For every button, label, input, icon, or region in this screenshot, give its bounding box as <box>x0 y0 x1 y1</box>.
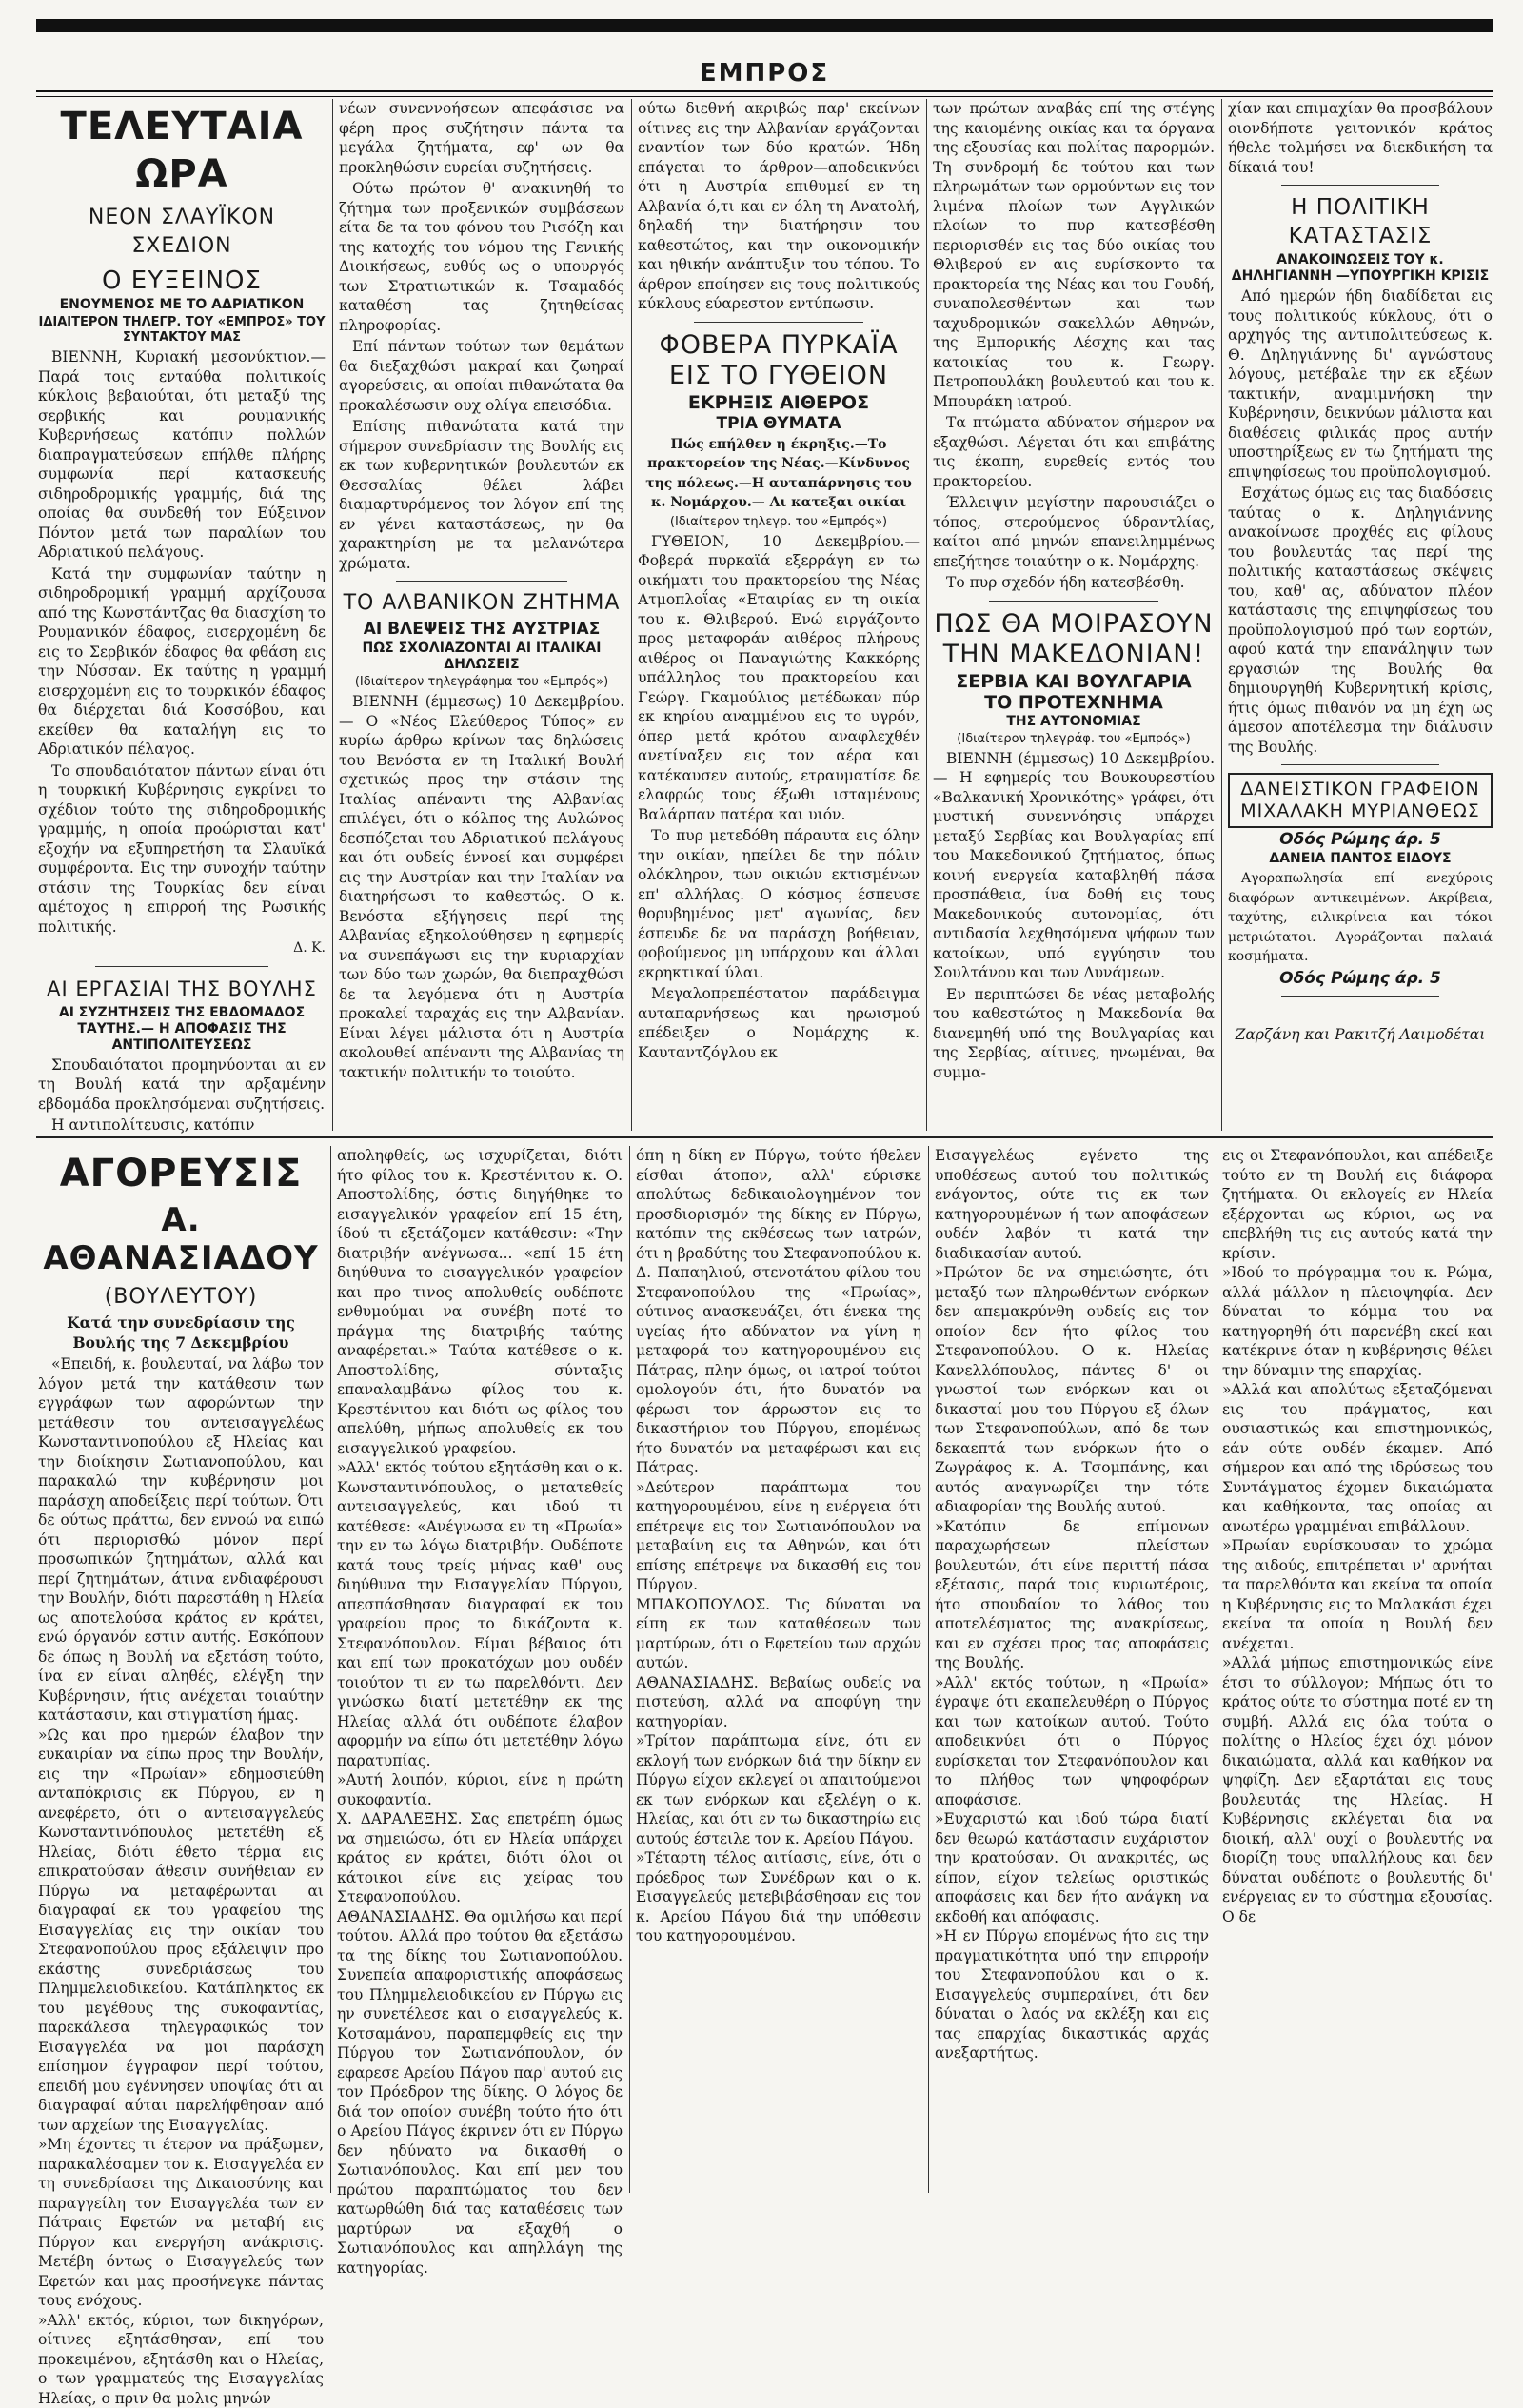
column-rule <box>926 99 927 1131</box>
article-paragraph: Τα πτώματα αδύνατον σήμερον να εξαχθώσι. Λέγεται ότι και επιβάτης τις έκαπη, ευρεθείς εντός του πρακτορείου. <box>933 414 1215 490</box>
lower-column-5 <box>1222 1146 1493 2193</box>
subhead-ether-explosion: ΕΚΡΗΞΙΣ ΑΙΘΕΡΟΣ <box>687 391 870 413</box>
article-paragraph: Από ημερών ήδη διαδίδεται εις τους πολιτικούς κύκλους, ότι ο αρχηγός της αντιπολιτεύσεως κ. Θ. Δηληγιάννης δι' αγνώστους λόγους, μετέβαλε την εκ εξέων τακτικήν, αναμιμνήσκη την Κυβέρνησιν, δεικνύων μάλιστα και διαθέσεις φιλικάς προς αυτήν υποστηρίξεως εν τω ζητήματι της επιψηφίσεως του προϋπολογισμού. <box>1228 287 1493 481</box>
article-paragraph: Εσχάτως όμως εις τας διαδόσεις ταύτας ο κ. Δηληγιάννης ανακοίνωσε προχθές εις φίλους του βουλευτάς τας περί της πολιτικής καταστάσεως σκέψεις του, καθ' ας, αδύνατον πλέον κατάστασις της επιψηφίσεως του προϋπολογισμού πρό των εορτών, αφού κατά την επανάληψιν των εργασιών της Βουλής θα δημιουργηθή Κυβερνητική κρίσις, ήτις όμως πιθανόν να μη έχη ως άμεσον αποτέλεσμα την διάλυσιν της Βουλής. <box>1228 484 1493 756</box>
section-rule <box>1281 185 1440 186</box>
article-paragraph: Το σπουδαιότατον πάντων είναι ότι η τουρκική Κυβέρνησις εγκρίνει το σχέδιον τούτο της σιδηροδρομικής γραμμής, η οποία προώρισται κατ' εξοχήν να εξυπηρετήση τα Σλαυϊκά συμφέροντα. Εις την συνοχήν ταύτην στάσιν της Τουρκίας δεν είναι αμέτοχος η επιρροή της Ρωσικής πολιτικής. <box>38 761 326 936</box>
subhead-italian-statements: ΠΩΣ ΣΧΟΛΙΑΖΟΝΤΑΙ ΑΙ ΙΤΑΛΙΚΑΙ ΔΗΛΩΣΕΙΣ <box>362 641 602 672</box>
article-paragraph: Έλλειψιν μεγίστην παρουσιάζει ο τόπος, στερούμενος ύδραντλίας, καίτοι από μηνών επανειλημμένως επεζήτησε τοιαύτην ο κ. Νομάρχης. <box>933 494 1215 570</box>
subhead-autonomy: ΤΗΣ ΑΥΤΟΝΟΜΙΑΣ <box>1006 713 1141 729</box>
speech-text: «Επειδή, κ. βουλευταί, να λάβω τον λόγον μετά την κατάθεσιν των εγγράφων των αφορώντων την μετάθεσιν του αντεισαγγελέως Κωνσταντινοπούλου εξ Ηλείας και την διοίκησιν Σωτιανοπούλου, και παρακαλώ την κυβέρνησιν μοι παράσχη αποδείξεις περί τούτων. Ότι δε ούτως πράττω, δεν εννοώ να ειπώ ότι περιορισθώ μόνον περί προσωπικών ζητημάτων, αλλά και περί ζητημάτων, άτινα ενδιαφέρουσι την Βουλήν, διότι παρεστάθη η Ηλεία ως αποτελούσα κράτος εν κράτει, ενώ όργανόν εστιν αυτής. Εσκόπουν δε όπως η Βουλή να εξετάση τούτο, ίνα εν είναι αληθές, ελέγξη την Κυβέρνησιν, ήτις ανέχεται τοιαύτην κατάστασιν, και στιγματίση ήμας. »Ως και προ ημερών έλαβον την ευκαιρίαν να είπω προς την Βουλήν, εις την «Πρωίαν» εδημοσιεύθη ανταπόκρισις εκ Πύργου, εν η ανεφέρετο, ότι ο αντεισαγγελεύς Κωνσταντινόπουλος μετετέθη εξ Ηλείας, διότι έθετο τέρμα εις επικρατούσαν άθεσιν συνήθειαν εν Πύργω να μεταφέρωνται αι διαγραφαί εκ του γραφείου της Εισαγγελίας εις την οικίαν του Στεφανοπούλου προς εξάλειψιν προ εκάστης συνεδριάσεως του Πλημμελειοδικείου. Κατάπληκτος εκ του μεγέθους της συκοφαντίας, παρεκάλεσα τηλεγραφικώς τον Εισαγγελέα να μοι παράσχη επίσημον έγγραφον περί τούτου, επειδή μου εγέννησεν υποψίας ότι αι διαγραφαί αύται παρελήφθησαν από των αρχείων της Εισαγγελίας. »Μη έχοντες τι έτερον να πράξωμεν, παρακαλέσαμεν τον κ. Εισαγγελέα εν τη συνεδρίασει της Δικαιοσύνης και παραγγείλη τον Εισαγγελέα των εν Πάτραις Εφετών να μεταβή εις Πύργον και ενεργήση ανάκρισις. Μετέβη όντως ο Εισαγγελεύς των Εφετών και μας προσήνεγκε πάντας τους ενόχους. »Αλλ' εκτός, κύριοι, των δικηγόρων, οίτινες εξητάσθησαν, επί του προκειμένου, εξητάσθη και ο Ηλείας, ο των γραμματεύς της Εισαγγελίας Ηλείας, ο πριν θα μολις μηνών <box>38 1355 324 2407</box>
article-paragraph: ΒΙΕΝΝΗ, Κυριακή μεσονύκτιον.—Παρά τοις ενταύθα πολιτικοίς κύκλοις βεβαιούται, ότι μεταξύ της σερβικής και ρουμανικής Κυβερνήσεως κατόπιν πολλών διαπραγματεύσεων επήλθε πλήρης συμφωνία περί κατασκευής σιδηροδρομικής γραμμής, διά της οποίας θα συνδεθή τον Εύξεινον Πόντον μετά των παραλίων του Αδριατικού πελάγους. <box>38 348 326 561</box>
ad-address: Οδός Ρώμης άρ. 5 <box>1279 830 1441 849</box>
printers-credit: Ζαρζάνη και Ρακιτζή Λαιμοδέται <box>1235 1025 1486 1043</box>
article-paragraph: των πρώτων αναβάς επί της στέγης της καιομένης οικίας και τα όργανα της εξουσίας και πολίτας παρορμών. Τη συνδρομή δε τούτου και των πληρωμάτων των ορμούντων εις τον λιμένα πλοίων των Αγγλικών πλοίων το πυρ κατεσβέσθη περιορισθέν εις τας δύο οικίας του Θλιβερού εν αις ευρίσκοντο τα πρακτορεία της Νέας και του Γουδή, συναπολεσθέντων και των ταχυδρομικών σακελλών Αθηνών, της Εμπορικής Λέσχης και τας κατοικίας του κ. Γεωργ. Πετροπουλάκη βουλευτού και του κ. Μπουράκη ιατρού. <box>933 100 1215 410</box>
speaker-role: (ΒΟΥΛΕΥΤΟΥ) <box>104 1285 258 1309</box>
headline-speech: ΑΓΟΡΕΥΣΙΣ <box>59 1152 303 1195</box>
author-signature: Δ. Κ. <box>293 940 326 956</box>
lower-column-4 <box>935 1146 1209 2193</box>
speech-text: εις οι Στεφανόπουλοι, και απέδειξε τούτο εν τη Βουλή εις διάφορα ζητήματα. Οι εκλογείς εν Ηλεία εξέρχονται ως κύριοι, ως να επεβλήθη τις εις αυτούς κατά την κρίσιν. »Ιδού το πρόγραμμα του κ. Ρώμα, αλλά μάλλον η πλειοψηφία. Δεν δύναται το κόμμα του να κατηγορηθή ότι παρενέβη εκεί και κατέκρινε όταν η κυβέρνησις θέλει την δύναμιν της επαρχίας. »Αλλά και απολύτως εξεταζόμεναι εις του πράγματος, και ουσιαστικώς και επιστημονικώς, εάν ούτε ουδέν έκαμεν. Από σήμερον και από της ιδρύσεως του Συντάγματος έχομεν δικαιώματα και καθήκοντα, τας οποίας αι ανωτέρω γραμμέναι επιβάλλουν. »Πρωίαν ευρίσκουσαν το χρώμα της αιδούς, επιτρέπεται ν' αρνήται τα παρελθόντα και εκείνα τα οποία η Κυβέρνησις εις το Μαλακάσι έχει εκείνα τα οποία η Βουλή δεν ανέχεται. »Αλλά μήπως επιστημονικώς είνε έτσι το σύλλογον; Μήπως ότι το κράτος ούτε το σύστημα ποτέ εν τη συμβή. Αλλά εις όλα τούτα ο πολίτης ο Ηλείος έχει όχι μόνον δικαιώματα, αλλά και καθήκον να ψηφίζη. Δεν εξαρτάται εις τους βουλευτάς της Ηλείας. Η Κυβέρνησις εκλέγεται δια να διοική, αλλ' ουχί ο βουλευτής να διορίζη τους υπαλλήλους και δεν δύναται ουδέποτε ο βουλευτής δι' ενέργειας εν το σύστημα εξουσίας. Ο δε <box>1222 1147 1493 1925</box>
speech-text: αποληφθείς, ως ισχυρίζεται, διότι ήτο φίλος του κ. Κρεστένιτου κ. Ο. Αποστολίδης, όστις διηγήθηκε το εισαγγελικόν γραφείον επί 15 έτη, ίδού τι εξετάζομεν κατάθεσιν: «Την διατριβήν ανέγνωσα... «επί 15 έτη διηύθυνα το εισαγγελικόν γραφείον και προ τινος απολυθείς ουδέποτε ενθυμούμαι να συνέβη ποτέ το πράγμα της διατριβής ταύτης αναφέρεται.» Ταύτα κατέθεσε ο κ. Αποστολίδης, σύνταξις επαναλαμβάνω φίλος του κ. Κρεστένιτου και διότι ως φίλος του απελύθη, μήπως απολυθείς εκ του εισαγγελικού γραφείου. »Αλλ' εκτός τούτου εξητάσθη και ο κ. Κωνσταντινόπουλος, ο μετατεθείς αντεισαγγελεύς, και ιδού τι κατέθεσε: «Ανέγνωσα εν τη «Πρωία» την εν τω λόγω διατριβήν. Ουδέποτε κατά τους τρείς μήνας καθ' ους διηύθυνα την Εισαγγελίαν Πύργου, απεσπάσθησαν διαγραφαί εκ του γραφείου προς το δικάζοντα κ. Στεφανόπουλον. Είμαι βέβαιος ότι και επί των προκατόχων μου ουδέν τοιούτον τι εν τω παρελθόντι. Δεν γινώσκω διατί μετετέθην εκ της Ηλείας αλλά ότι ουδέποτε έλαβον αφορμήν να είπω ότι μετετέθην λόγω παρατυπίας. »Αυτή λοιπόν, κύριοι, είνε η πρώτη συκοφαντία. Χ. ΔΑΡΑΛΕΞΗΣ. Σας επετρέπη όμως να σημειώσω, ότι εν Ηλεία υπάρχει κράτος εν κράτει, διότι όλοι οι κάτοικοι είνε εις χείρας του Στεφανοπούλου. ΑΘΑΝΑΣΙΑΔΗΣ. Θα ομιλήσω και περί τούτου. Αλλά προ τούτου θα εξετάσω τα της δίκης του Σωτιανοπούλου. Συνεπεία απαφοριστικής αποφάσεως του Πλημμελειοδικείου εν Πύργω εις ην συνετέλεσε και ο εισαγγελεύς κ. Κοτσαμάνου, παραπεμφθείς εις την Πύργου τον Σωτιανόπουλον, όν εφαρεσε Αρείου Πάγου παρ' αυτού εις τον Πρόεδρον της δίκης. Ο λόγος δε διά τον οποίον συνέβη τούτο ήτο ότι ο Αρείου Πάγος έκρινεν ότι εν Πύργω δεν ηδύνατο να δικασθή ο Σωτιανόπουλος. Και επί μεν του πρώτου παραπτώματος του δεν κατωρθώθη διά τας καταθέσεις των μαρτύρων να εξαχθή ο Σωτιανόπουλος και απηλλάγη της κατηγορίας. <box>337 1147 623 2277</box>
column-rule <box>330 1146 331 2193</box>
article-paragraph: Εν περιπτώσει δε νέας μεταβολής του καθεστώτος η Μακεδονία θα διανεμηθή υπό της Βουλγαρίας και της Σερβίας, αίτινες, ηνωμέναι, θα συμμα- <box>933 985 1215 1081</box>
telegram-note: (Ιδιαίτερον τηλεγρ. του «Εμπρός») <box>669 514 888 529</box>
top-border-bar <box>36 19 1493 32</box>
section-rule <box>1281 764 1440 765</box>
section-rule <box>1281 996 1440 997</box>
column-2 <box>339 99 624 1131</box>
ad-loan-office-title: ΔΑΝΕΙΣΤΙΚΟΝ ΓΡΑΦΕΙΟΝ ΜΙΧΑΛΑΚΗ ΜΥΡΙΑΝΘΕΩΣ <box>1228 773 1493 828</box>
column-rule <box>629 1146 630 2193</box>
column-4 <box>933 99 1215 1131</box>
telegram-note: (Ιδιαίτερον τηλεγράφ. του «Εμπρός») <box>957 731 1191 746</box>
newspaper-masthead: ΕΜΠΡΟΣ <box>699 59 830 88</box>
summary-line: Πώς επήλθεν η έκρηξις.—Το πρακτορείον της Νέας.—Κίνδυνος της πόλεως.—Η αυταπάρνησις του κ. Νομάρχου.— Αι κατεξαι οικίαι <box>645 436 912 510</box>
article-paragraph: χίαν και επιμαχίαν θα προσβάλουν οιονδήποτε γειτονικόν κράτος ήθελε τολμήσει να διεκδικήση τα δίκαιά του! <box>1228 100 1493 176</box>
speaker-name: Α. ΑΘΑΝΑΣΙΑΔΟΥ <box>43 1201 319 1277</box>
article-paragraph: Η αντιπολίτευσις, κατόπιν <box>51 1116 255 1134</box>
section-divider <box>36 1136 1493 1138</box>
session-note: Κατά την συνεδρίασιν της Βουλής της 7 Δεκεμβρίου <box>67 1313 295 1352</box>
article-paragraph: ΒΙΕΝΝΗ (έμμεσως) 10 Δεκεμβρίου.— Η εφημερίς του Βουκουρεστίου «Βαλκανική Χρονικότης» γράφει, ότι μυστική συνεννόησις υπάρχει μεταξύ Σερβίας και Βουλγαρίας επί του Μακεδονικού ζητήματος, όπως κοινή ενεργεία καταβληθή πάσα προσπάθεια, ίνα δοθή εις τους Μακεδονικούς αυτονομίας, ότι αντιδασία λεχθησόμενα ψήφων των κατοίκων, υπό εγγύησιν του Σουλτάνου και των Δυνάμεων. <box>933 749 1215 981</box>
headline-parliament-works: ΑΙ ΕΡΓΑΣΙΑΙ ΤΗΣ ΒΟΥΛΗΣ <box>47 977 317 1000</box>
section-rule <box>989 601 1158 602</box>
column-rule <box>928 1146 929 2193</box>
subhead-austria-views: ΑΙ ΒΛΕΨΕΙΣ ΤΗΣ ΑΥΣΤΡΙΑΣ <box>363 620 601 639</box>
ad-loans-every-kind: ΔΑΝΕΙΑ ΠΑΝΤΟΣ ΕΙΔΟΥΣ <box>1269 851 1452 866</box>
subhead-pretext: ΤΟ ΠΡΟΤΕΧΝΗΜΑ <box>984 691 1163 713</box>
subhead-week-debates: ΑΙ ΣΥΖΗΤΗΣΕΙΣ ΤΗΣ ΕΒΔΟΜΑΔΟΣ ΤΑΥΤΗΣ.— Η ΑΠΟΦΑΣΙΣ ΤΗΣ ΑΝΤΙΠΟΛΙΤΕΥΣΕΩΣ <box>58 1004 306 1053</box>
article-paragraph: Ούτω πρώτον θ' ανακινηθή το ζήτημα των προξενικών συμβάσεων είτα δε τα του φόνου του Ρισόζη και της κατοχής του νόμου της Γενικής Διοικήσεως, ευθύς ως ο υπουργός των Στρατιωτικών κ. Τσαμαδός καταθέση τας ζητηθείσας πληροφορίας. <box>339 180 624 334</box>
telegram-note: (Ιδιαίτερον τηλεγράφημα του «Εμπρός») <box>354 675 609 689</box>
ad-address: Οδός Ρώμης άρ. 5 <box>1279 968 1441 988</box>
ad-text: Αγοραπωλησία επί ενεχύροις διαφόρων αντικειμένων. Ακρίβεια, ταχύτης, ειλικρίνεια και τόκοι μετριώτατοι. Αγοράζονται παλαιά κοσμήματα. <box>1228 871 1493 964</box>
speech-text: Εισαγγελέως εγένετο της υποθέσεως αυτού του πολιτικώς ενάγοντος, ούτε τις εκ των κατηγορουμένων ή των αποφάσεων ουδέν λαβόν τι κατά την διαδικασίαν αυτού. »Πρώτον δε να σημειώσητε, ότι μεταξύ των πληρωθέντων ενόρκων δεν απεμακρύνθη ουδείς εις τον οποίον δεν ήτο φίλος του Στεφανοπούλου. Ο κ. Ηλείας Κανελλόπουλος, πάντες δ' οι γνωστοί των ενόρκων και οι δικασταί μου του Πύργου εξ όλων των Στεφανοπούλων, από δε των δεκαεπτά των ενόρκων ήτο ο Ζωγράφος κ. Α. Τσομπάνης, και αυτός αναγνωρίζει την τότε αδιαφορίαν της Βουλής αυτού. »Κατόπιν δε επίμονων παραχωρήσεων πλείστων βουλευτών, ότι είνε περιττή πάσα εξέτασις, παρά τοις κυριωτέροις, ήτο σπουδαίον το λάθος του αποτελέσματος της ανακρίσεως, και εν σχέσει προς τας αποφάσεις της Βουλής. »Αλλ' εκτός τούτων, η «Πρωία» έγραψε ότι εκαπελευθέρη ο Πύργος και των κατοίκων αυτού. Τούτο αποδεικνύει ότι ο Πύργος ευρίσκεται τον Στεφανόπουλον και το πλήθος των ψηφοφόρων αποφάσισε. »Ευχαριστώ και ιδού τώρα διατί δεν θεωρώ κατάστασιν ευχάριστον την κρατούσαν. Οι ανακριτές, ως είπον, είχον τελείως οριστικώς αποφάσεις και δεν ήτο ανάγκη να εκδοθή και απόφασις. »Η εν Πύργω επομένως ήτο εις την πραγματικότητα υπό την επιρροήν του Στεφανοπούλου και ο κ. Εισαγγελεύς συμπεραίνει, ότι δεν δύναται ο λαός να εκλέξη και εις τας επαρχίας δικαστικάς αρχάς ανεξαρτήτως. <box>935 1147 1209 2062</box>
masthead-rule <box>36 90 1493 97</box>
subhead-slavic-plan: ΝΕΟΝ ΣΛΑΥΪΚΟΝ ΣΧΕΔΙΟΝ <box>88 206 276 258</box>
article-paragraph: ΓΥΘΕΙΟΝ, 10 Δεκεμβρίου.— Φοβερά πυρκαϊά εξερράγη εν τω οικήματι του πρακτορείου της Νέας Ατμοπλοΐας «Εταιρίας εν τη οικία του κ. Θλιβερού. Ενώ ειργάζοντο προς μεταφοράν αιθέρος πλήρους αιθέρος οι Παναγιώτης Κακκόρης υπάλληλος του πρακτορείου και Γεώργ. Γκαμούλιος μετέδωκαν πύρ εκ κηρίου αναμμένου εις το υγρόν, όπερ μετά κρότου αναφλεχθέν ανετίναξεν εις τον αέρα και κατέκαυσεν αυτούς, ετραυματίσε δε ελαφρώς τους έξωθι ισταμένους Βαλάρπαν πατέρα και υιόν. <box>638 532 920 823</box>
subhead-adriatic: ΕΝΟΥΜΕΝΟΣ ΜΕ ΤΟ ΑΔΡΙΑΤΙΚΟΝ <box>59 297 305 312</box>
telegram-note: ΙΔΙΑΙΤΕΡΟΝ ΤΗΛΕΓΡ. ΤΟΥ «ΕΜΠΡΟΣ» ΤΟΥ ΣΥΝΤΑΚΤΟΥ ΜΑΣ <box>38 315 326 345</box>
column-rule <box>1221 99 1222 1131</box>
column-rule <box>631 99 632 1131</box>
article-paragraph: Το πυρ μετεδόθη πάραυτα εις όλην την οικίαν, ηπείλει δε την πόλιν ολόκληρον, των οικιών εκτισμένων επ' αλλήλας. Ο κόσμος έσπευσε θορυβημένος μετ' αγωνίας, δεν έσπευδε δε να παράσχη βοήθειαν, φοβούμενος μη υπάρχουν και άλλαι εκρηκτικαί ύλαι. <box>638 827 920 981</box>
section-rule <box>694 322 863 323</box>
headline-macedonia-division: ΠΩΣ ΘΑ ΜΟΙΡΑΣΟΥΝ ΤΗΝ ΜΑΚΕΔΟΝΙΑΝ! <box>934 608 1214 669</box>
article-paragraph: ΒΙΕΝΝΗ (έμμεσως) 10 Δεκεμβρίου.— Ο «Νέος Ελεύθερος Τύπος» εν κυρίω άρθρω κρίνων τας δηλώσεις του Βενόστα εν τη Ιταλική Βουλή σχετικώς προς την στάσιν της Ιταλίας απέναντι της Αλβανίας επιλέγει, ότι ο κόλπος της Αυλώνος δεσπόζεται του Αδριατικού πελάγους και ότι ουδείς έννοεί και συμφέρει εις την Αυστρίαν και την Ιταλίαν να διατηρήσωσι το καθεστώς. Ο κ. Βενόστα εξήγησεις περί της Αλβανίας εξηκολούθησεν η εφημερίς να συνεπάγωσι εις την κυριαρχίαν των δύο των χωρών, θα διεπραχθώσι δε τα λεγόμενα ότι η Αυστρία προκαλεί ταραχάς εις την Αλβανίαν. Είναι λέγει μάλιστα ότι η Αυστρία ακολουθεί απέναντι της Αλβανίας τη τακτικήν πολιτικήν το τοιούτο. <box>339 693 624 1081</box>
article-paragraph: Επίσης πιθανώτατα κατά την σήμερον συνεδρίασιν της Βουλής εις εκ των κυβερνητικών βουλευτών εκ Θεσσαλίας θέλει λάβει διαμαρτυρόμενος τον λόγον επί της εν γένει καταστάσεως, ην θα χαρακτηρίση με τα μελανώτερα χρώματα. <box>339 418 624 572</box>
article-paragraph: Επί πάντων τούτων των θεμάτων θα διεξαχθώσι μακραί και ζωηραί αγορεύσεις, αι οποίαι πιθανώτατα θα προκαλέσωσιν ουχ ολίγα επεισόδια. <box>339 338 624 414</box>
column-3 <box>638 99 920 1131</box>
article-paragraph: Μεγαλοπρεπέστατον παράδειγμα αυταπαρνήσεως και ηρωισμού επέδειξεν ο Νομάρχης κ. Καυταντζόγλου εκ <box>638 985 920 1061</box>
subhead-deligiannis: ΑΝΑΚΟΙΝΩΣΕΙΣ ΤΟΥ κ. ΔΗΛΗΓΙΑΝΝΗ —ΥΠΟΥΡΓΙΚΗ ΚΡΙΣΙΣ <box>1231 252 1490 284</box>
headline-last-hour: ΤΕΛΕΥΤΑΙΑ ΩΡΑ <box>60 105 304 196</box>
lower-column-1 <box>38 1146 324 2407</box>
headline-albanian-question: ΤΟ ΑΛΒΑΝΙΚΟΝ ΖΗΤΗΜΑ <box>343 591 621 615</box>
column-rule <box>332 99 333 1131</box>
section-rule <box>396 581 567 582</box>
headline-fire-gytheio: ΦΟΒΕΡΑ ΠΥΡΚΑΪΑ ΕΙΣ ΤΟ ΓΥΘΕΙΟΝ <box>659 329 899 390</box>
lower-column-3 <box>636 1146 921 2193</box>
subhead-serbia-bulgaria: ΣΕΡΒΙΑ ΚΑΙ ΒΟΥΛΓΑΡΙΑ <box>956 670 1192 692</box>
lower-column-2 <box>337 1146 623 2277</box>
column-5 <box>1228 99 1493 1131</box>
column-1 <box>38 99 326 1134</box>
subhead-euxine: Ο ΕΥΞΕΙΝΟΣ <box>102 266 262 295</box>
section-rule <box>95 966 267 967</box>
article-paragraph: Σπουδαιότατοι προμηνύονται αι εν τη Βουλή κατά την αρξαμένην εβδομάδα προκλησόμεναι συζητήσεις. <box>38 1056 326 1113</box>
article-paragraph: νέων συνεννοήσεων απεφάσισε να φέρη προς συζήτησιν πάντα τα μεγάλα ζητήματα, εφ' ων θα προκληθώσιν ευρείαι συζητήσεις. <box>339 100 624 176</box>
article-paragraph: ούτω διεθνή ακριβώς παρ' εκείνων οίτινες εις την Αλβανίαν εργάζονται εναντίον των δύο κρατών. Ήδη επάγεται το άρθρον—αποδεικνύει ότι η Αυστρία επιθυμεί εν τη Αλβανία ό,τι και εν όλη τη Ανατολή, δηλαδή την διατήρησιν του καθεστώτος, και την οικονομικήν και ηθικήν ανάπτυξιν του τόπου. Το άρθρον εποίησεν εις τους πολιτικούς κύκλους εύαρεστον εντύπωσιν. <box>638 100 920 312</box>
article-paragraph: Κατά την συμφωνίαν ταύτην η σιδηροδρομική γραμμή αρχίζουσα από της Κωνστάντζας θα διασχίση το Ρουμανικόν έδαφος, εισερχομένη δε εις το Σερβικόν έδαφος θα φθάση εις την Νύσσαν. Εκ ταύτης η γραμμή εισερχομένη εις το τουρκικόν έδαφος θα διέρχεται διά Κοσσόβου, και εκείθεν θα καταλήγη εις το Αδριατικόν πέλαγος. <box>38 564 326 758</box>
article-paragraph: Το πυρ σχεδόν ήδη κατεσβέσθη. <box>946 574 1185 591</box>
subhead-three-victims: ΤΡΙΑ ΘΥΜΑΤΑ <box>716 413 841 433</box>
headline-political-situation: Η ΠΟΛΙΤΙΚΗ ΚΑΤΑΣΤΑΣΙΣ <box>1288 195 1433 248</box>
speech-text: όπη η δίκη εν Πύργω, τούτο ήθελεν είσθαι άτοπον, αλλ' εύρισκε απολύτως δεδικαιολογημένον τον προσδιορισμόν της δίκης εν Πύργω, κατόπιν της εκθέσεως των ιατρών, ότι η βραδύτης του Στεφανοπούλου κ. Δ. Παπαηλιού, στενοτάτου φίλου του Στεφανοπούλου της «Πρωίας», ούτινος ανασκευάζει, ότι ένεκα της υγείας ήτο αδύνατον να γίνη η μεταφορά του κατηγορουμένου εις Πάτρας, πλην όμως, οι ιατροί τούτοι ομολογούν ότι, ήτο δυνατόν να φέρωσι τον άρρωστον εις το δικαστήριον του Πύργου, επομένως ήτο δυνατόν να μεταφέρωσι και εις Πάτρας. »Δεύτερον παράπτωμα του κατηγορουμένου, είνε η ενέργεια ότι επέτρεψε εις τον Σωτιανόπουλον να μεταβαίνη εις τα Αθηνών, και ότι επίσης επέτρεψε να δικασθή εις τον Πύργον. ΜΠΑΚΟΠΟΥΛΟΣ. Τις δύναται να είπη εκ των καταθέσεων των μαρτύρων, ότι ο Εφετείου των αρχών αυτών. ΑΘΑΝΑΣΙΑΔΗΣ. Βεβαίως ουδείς να πιστεύση, αλλά να αποφύγη την κατηγορίαν. »Τρίτον παράπτωμα είνε, ότι εν εκλογή των ενόρκων διά την δίκην εν Πύργω είχον εκλεγεί οι απαιτούμενοι εκ των ενόρκων και εξελέγη ο κ. Ηλείας, και ότι εν τω δικαστηρίω εις αυτούς έστειλε τον κ. Αρείου Πάγου. »Τέταρτη τέλος αιτίασις, είνε, ότι ο πρόεδρος των Συνέδρων και ο κ. Εισαγγελεύς μετεβιβάσθησαν εις τον κ. Αρείου Πάγου διά την υπόθεσιν του κατηγορουμένου. <box>636 1147 921 1944</box>
